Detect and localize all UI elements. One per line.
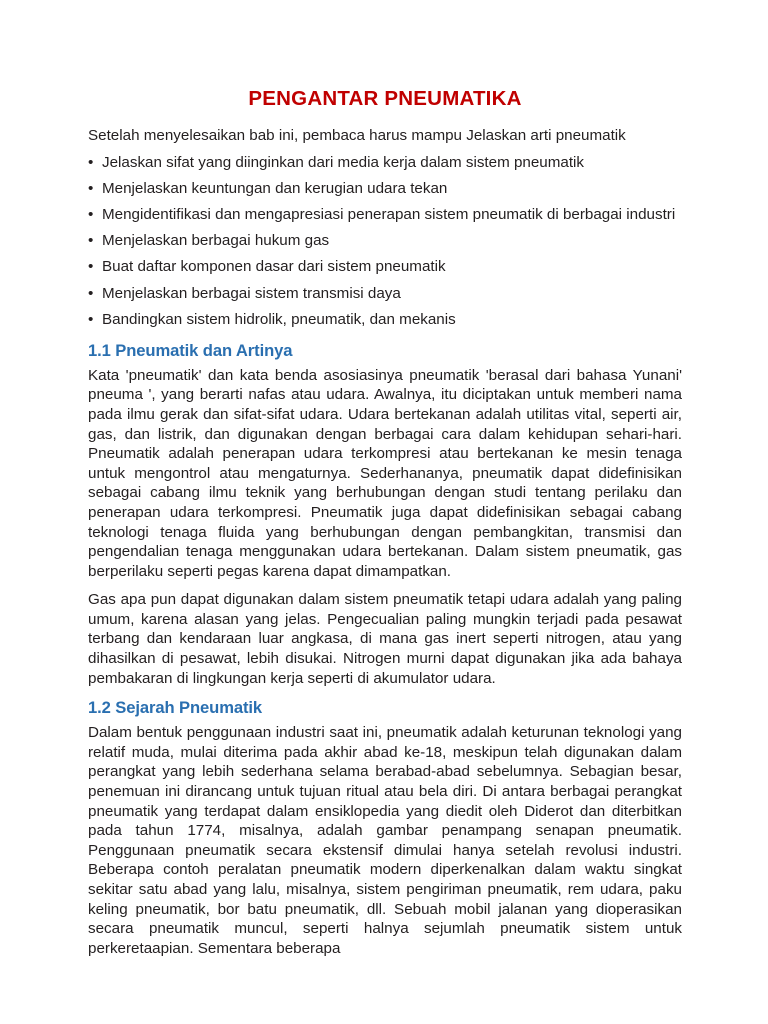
section-heading-1-1: 1.1 Pneumatik dan Artinya: [88, 340, 293, 360]
section-1-2: [88, 697, 682, 958]
page-title: PENGANTAR PNEUMATIKA: [248, 87, 522, 110]
list-item: • Menjelaskan keuntungan dan kerugian udara tekan: [88, 179, 682, 199]
paragraph: Dalam bentuk penggunaan industri saat ini, pneumatik adalah keturunan teknologi yang relatif muda, mulai diterima pada akhir abad ke-18, meskipun telah digunakan dalam perangkat yang lebih sederhana selama berabad-abad sebelumnya. Sebagian besar, penemuan ini dirancang untuk tujuan ritual atau bela diri. Di antara berbagai perangkat pneumatik yang terdapat dalam ensiklopedia yang diedit oleh Diderot dan diterbitkan pada tahun 1774, misalnya, adalah gambar penampang senapan pneumatik. Penggunaan pneumatik secara ekstensif dimulai hanya setelah revolusi industri. Beberapa contoh peralatan pneumatik modern diperkenalkan dalam waktu singkat sekitar satu abad yang lalu, misalnya, sistem pengiriman pneumatik, rem udara, paku keling pneumatik, bor batu pneumatik, dll. Sebuah mobil jalanan yang dioperasikan secara pneumatik muncul, seperti halnya sejumlah pneumatik sistem untuk perkeretaapian. Sementara beberapa: [88, 724, 682, 957]
list-item: • Bandingkan sistem hidrolik, pneumatik, dan mekanis: [88, 310, 682, 330]
list-item: • Buat daftar komponen dasar dari sistem pneumatik: [88, 257, 682, 277]
document-content: [88, 86, 682, 958]
intro-line: Setelah menyelesaikan bab ini, pembaca harus mampu Jelaskan arti pneumatik: [88, 126, 626, 144]
list-item: • Menjelaskan berbagai hukum gas: [88, 231, 682, 251]
list-item: • Jelaskan sifat yang diinginkan dari media kerja dalam sistem pneumatik: [88, 153, 682, 173]
section-heading-1-2: 1.2 Sejarah Pneumatik: [88, 698, 263, 718]
section-1-1: [88, 340, 682, 689]
list-item: • Mengidentifikasi dan mengapresiasi penerapan sistem pneumatik di berbagai industri: [88, 205, 682, 225]
objectives-list: [88, 153, 682, 330]
paragraph: Kata 'pneumatik' dan kata benda asosiasinya pneumatik 'berasal dari bahasa Yunani' pneuma ', yang berarti nafas atau udara. Awalnya, itu diciptakan untuk memberi nama pada ilmu gerak dan sifat-sifat udara. Udara bertekanan adalah utilitas vital, seperti air, gas, dan listrik, dan digunakan dengan berbagai cara dalam kehidupan sehari-hari. Pneumatik adalah penerapan udara terkompresi atau bertekanan ke mesin tenaga untuk mengontrol atau mengaturnya. Sederhananya, pneumatik dapat didefinisikan sebagai cabang ilmu teknik yang berhubungan dengan studi tentang perilaku dan penerapan udara terkompresi. Pneumatik juga dapat didefinisikan sebagai cabang teknologi tenaga fluida yang berhubungan dengan pembangkitan, transmisi dan pengendalian tenaga menggunakan udara bertekanan. Dalam sistem pneumatik, gas berperilaku seperti pegas karena dapat dimampatkan.: [88, 366, 682, 580]
list-item: • Menjelaskan berbagai sistem transmisi daya: [88, 284, 682, 304]
paragraph: Gas apa pun dapat digunakan dalam sistem pneumatik tetapi udara adalah yang paling umum, karena alasan yang jelas. Pengecualian paling mungkin terjadi pada pesawat terbang dan kendaraan luar angkasa, di mana gas inert seperti nitrogen, atau yang dihasilkan di pesawat, lebih disukai. Nitrogen murni dapat digunakan jika ada bahaya pembakaran di lingkungan kerja seperti di akumulator udara.: [88, 591, 682, 687]
